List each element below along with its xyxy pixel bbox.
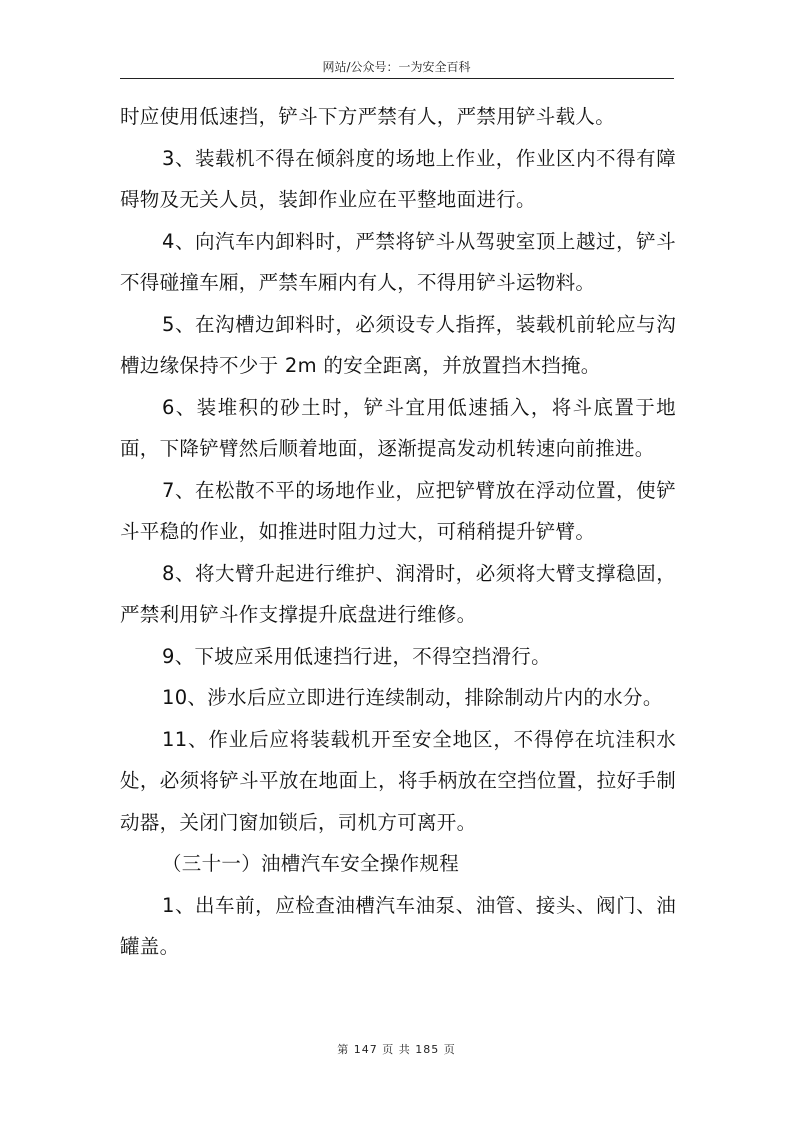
section-heading: （三十一）油槽汽车安全操作规程 (162, 852, 460, 875)
page-number-footer: 第 147 页 共 185 页 (337, 1043, 456, 1056)
paragraph-item-10: 10、涉水后应立即进行连续制动，排除制动片内的水分。 (162, 686, 663, 709)
paragraph-item-4: 4、向汽车内卸料时，严禁将铲斗从驾驶室顶上越过，铲斗不得碰撞车厢，严禁车厢内有人，不得用铲斗运物料。 (120, 229, 676, 294)
paragraph-continuation: 时应使用低速挡，铲斗下方严禁有人，严禁用铲斗载人。 (120, 105, 616, 128)
header-divider (120, 78, 674, 79)
paragraph-item-1: 1、出车前，应检查油槽汽车油泵、油管、接头、阀门、油罐盖。 (120, 893, 676, 958)
paragraph-item-8: 8、将大臂升起进行维护、润滑时，必须将大臂支撑稳固，严禁利用铲斗作支撑提升底盘进行维修。 (120, 561, 676, 626)
document-body (120, 96, 676, 968)
paragraph-item-11: 11、作业后应将装载机开至安全地区，不得停在坑洼积水处，必须将铲斗平放在地面上，将手柄放在空挡位置，拉好手制动器，关闭门窗加锁后，司机方可离开。 (120, 727, 676, 834)
paragraph-item-3: 3、装载机不得在倾斜度的场地上作业，作业区内不得有障碍物及无关人员，装卸作业应在平整地面进行。 (120, 146, 676, 211)
page-header: 网站/公众号：一为安全百科 (322, 60, 471, 74)
paragraph-item-9: 9、下坡应采用低速挡行进，不得空挡滑行。 (162, 644, 551, 668)
paragraph-item-5: 5、在沟槽边卸料时，必须设专人指挥，装载机前轮应与沟槽边缘保持不少于 2m 的安全距离，并放置挡木挡掩。 (120, 312, 676, 377)
paragraph-item-7: 7、在松散不平的场地作业，应把铲臂放在浮动位置，使铲斗平稳的作业，如推进时阻力过大，可稍稍提升铲臂。 (120, 478, 676, 543)
paragraph-item-6: 6、装堆积的砂土时，铲斗宜用低速插入，将斗底置于地面，下降铲臂然后顺着地面，逐渐提高发动机转速向前推进。 (120, 395, 676, 460)
